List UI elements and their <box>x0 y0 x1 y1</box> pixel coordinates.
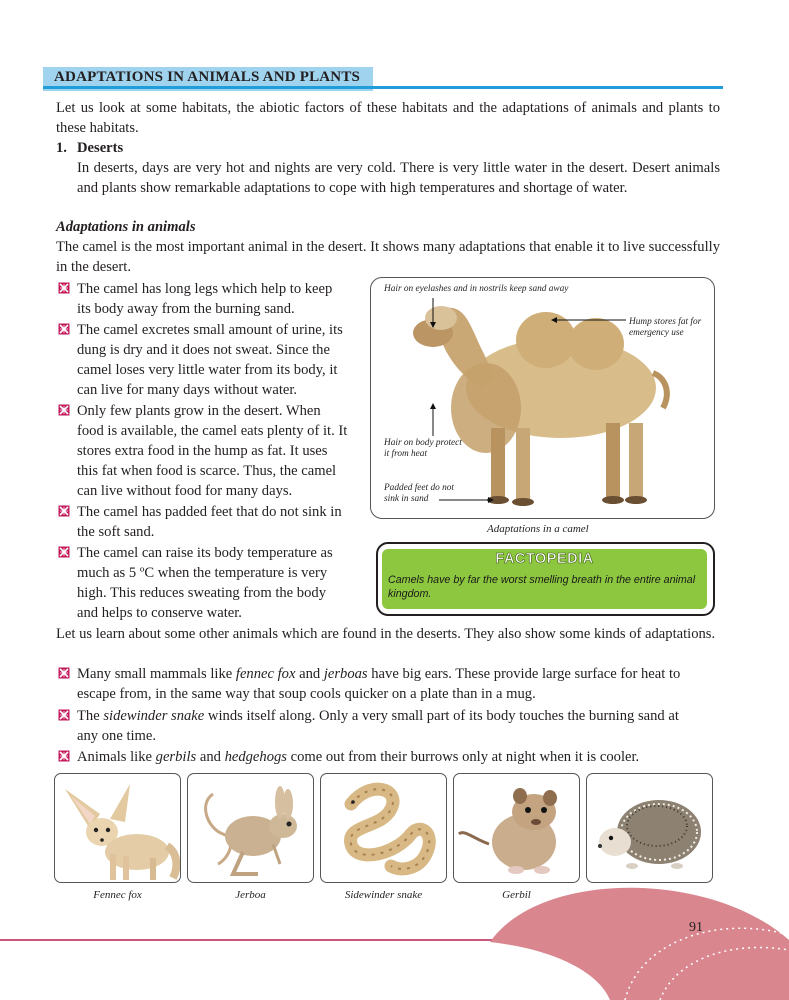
jerboas-term: jerboas <box>323 666 368 682</box>
other-bullet-1-line-1 <box>77 664 680 684</box>
sidewinder-snake-photo <box>320 773 447 883</box>
text-run: winds itself along. Only a very small part of its body touches the burning sand at <box>204 708 679 724</box>
camel-bullet-1-line-2: its body away from the burning sand. <box>77 301 295 317</box>
bullet-icon <box>58 667 70 679</box>
text-run: Animals like <box>77 749 156 765</box>
camel-bullet-2-line-1: The camel excretes small amount of urine, its <box>77 322 343 338</box>
bullet-icon <box>58 546 70 558</box>
camel-note-hump-line-1: Hump stores fat for <box>629 317 702 327</box>
deserts-number: 1. <box>56 140 67 156</box>
deserts-title: Deserts <box>77 140 124 156</box>
text-run: and <box>295 666 324 682</box>
sidewinder-snake-image <box>321 774 447 883</box>
other-animals-intro: Let us learn about some other animals which are found in the deserts. They also show some kinds of adaptations. <box>56 626 716 642</box>
section-intro: Let us look at some habitats, the abiotic factors of these habitats and the adaptations of animals and plants to these habitats. <box>56 100 720 136</box>
camel-note-body-hair-line-2: it from heat <box>384 449 428 459</box>
camel-bullet-2-line-2: dung is dry and it does not sweat. Since the <box>77 342 330 358</box>
other-bullet-2-line-1 <box>77 706 679 726</box>
camel-bullet-3-line-5: can live without food for many days. <box>77 483 293 499</box>
hedgehog-image <box>587 774 713 883</box>
gerbil-label: Gerbil <box>502 889 531 901</box>
camel-bullet-4-line-2: the soft sand. <box>77 524 155 540</box>
hedgehogs-term: hedgehogs <box>224 749 287 765</box>
deserts-text: In deserts, days are very hot and nights are very cold. There is very little water in the desert. Desert animals and plants show remarkable adaptations to cope with high temperatures and shortage of water. <box>77 160 720 196</box>
camel-note-eyelashes: Hair on eyelashes and in nostrils keep sand away <box>384 284 569 294</box>
animals-subheading: Adaptations in animals <box>56 219 196 235</box>
hedgehog-photo <box>586 773 713 883</box>
camel-figure-caption: Adaptations in a camel <box>487 523 589 535</box>
text-run: come out from their burrows only at night when it is cooler. <box>286 749 640 765</box>
text-run: The <box>77 708 104 724</box>
camel-bullet-2-line-4: can live for many days without water. <box>77 382 298 398</box>
camel-bullet-5-line-3: high. This reduces sweating from the body <box>77 585 326 601</box>
page-number: 91 <box>689 920 703 935</box>
camel-bullet-5-line-2: much as 5 ºC when the temperature is very <box>77 565 328 581</box>
bullet-icon <box>58 282 70 294</box>
other-bullet-1-line-2: escape from, in the same way that soup cools quicker on a plate than in a mug. <box>77 686 536 702</box>
fennec-fox-term: fennec fox <box>235 666 296 682</box>
factopedia-title: FACTOPEDIA <box>495 551 594 567</box>
camel-bullet-1-line-1: The camel has long legs which help to keep <box>77 281 333 297</box>
section-heading-rule <box>43 86 723 89</box>
text-run: and <box>196 749 225 765</box>
factopedia-text: Camels have by far the worst smelling breath in the entire animal kingdom. <box>388 574 696 600</box>
fennec-fox-label: Fennec fox <box>93 889 142 901</box>
fennec-fox-image <box>55 774 181 883</box>
footer-swoosh <box>470 880 789 1000</box>
camel-bullet-5-line-1: The camel can raise its body temperature as <box>77 545 333 561</box>
camel-bullet-3-line-3: stores extra food in the hump as fat. It uses <box>77 443 328 459</box>
gerbil-image <box>454 774 580 883</box>
camel-bullet-5-line-4: and helps to conserve water. <box>77 605 242 621</box>
jerboa-photo <box>187 773 314 883</box>
camel-note-hump-line-2: emergency use <box>629 328 684 338</box>
camel-note-feet-line-1: Padded feet do not <box>384 483 454 493</box>
camel-bullet-3-line-1: Only few plants grow in the desert. When <box>77 403 321 419</box>
bullet-icon <box>58 323 70 335</box>
text-run: Many small mammals like <box>77 666 236 682</box>
animals-intro: The camel is the most important animal in the desert. It shows many adaptations that enable it to live successfully in the desert. <box>56 239 720 275</box>
camel-bullet-2-line-3: camel loses very little water from its body, it <box>77 362 338 378</box>
gerbils-term: gerbils <box>155 749 197 765</box>
bullet-icon <box>58 709 70 721</box>
other-bullet-3-line-1 <box>77 747 639 767</box>
camel-bullet-3-line-2: food is available, the camel eats plenty of it. It <box>77 423 348 439</box>
jerboa-label: Jerboa <box>235 889 266 901</box>
gerbil-photo <box>453 773 580 883</box>
sidewinder-term: sidewinder snake <box>103 708 205 724</box>
other-bullet-2-line-2: any one time. <box>77 728 157 744</box>
footer-rule <box>0 939 500 941</box>
bullet-icon <box>58 750 70 762</box>
section-heading: ADAPTATIONS IN ANIMALS AND PLANTS <box>54 69 361 85</box>
text-run: have big ears. These provide large surface for heat to <box>367 666 681 682</box>
camel-note-body-hair-line-1: Hair on body protect <box>384 438 462 448</box>
jerboa-image <box>188 774 314 883</box>
camel-bullet-4-line-1: The camel has padded feet that do not sink in <box>77 504 342 520</box>
camel-bullet-3-line-4: this fat when food is scarce. Thus, the camel <box>77 463 337 479</box>
camel-note-feet-line-2: sink in sand <box>384 494 429 504</box>
sidewinder-snake-label: Sidewinder snake <box>344 889 423 901</box>
fennec-fox-photo <box>54 773 181 883</box>
bullet-icon <box>58 505 70 517</box>
bullet-icon <box>58 404 70 416</box>
